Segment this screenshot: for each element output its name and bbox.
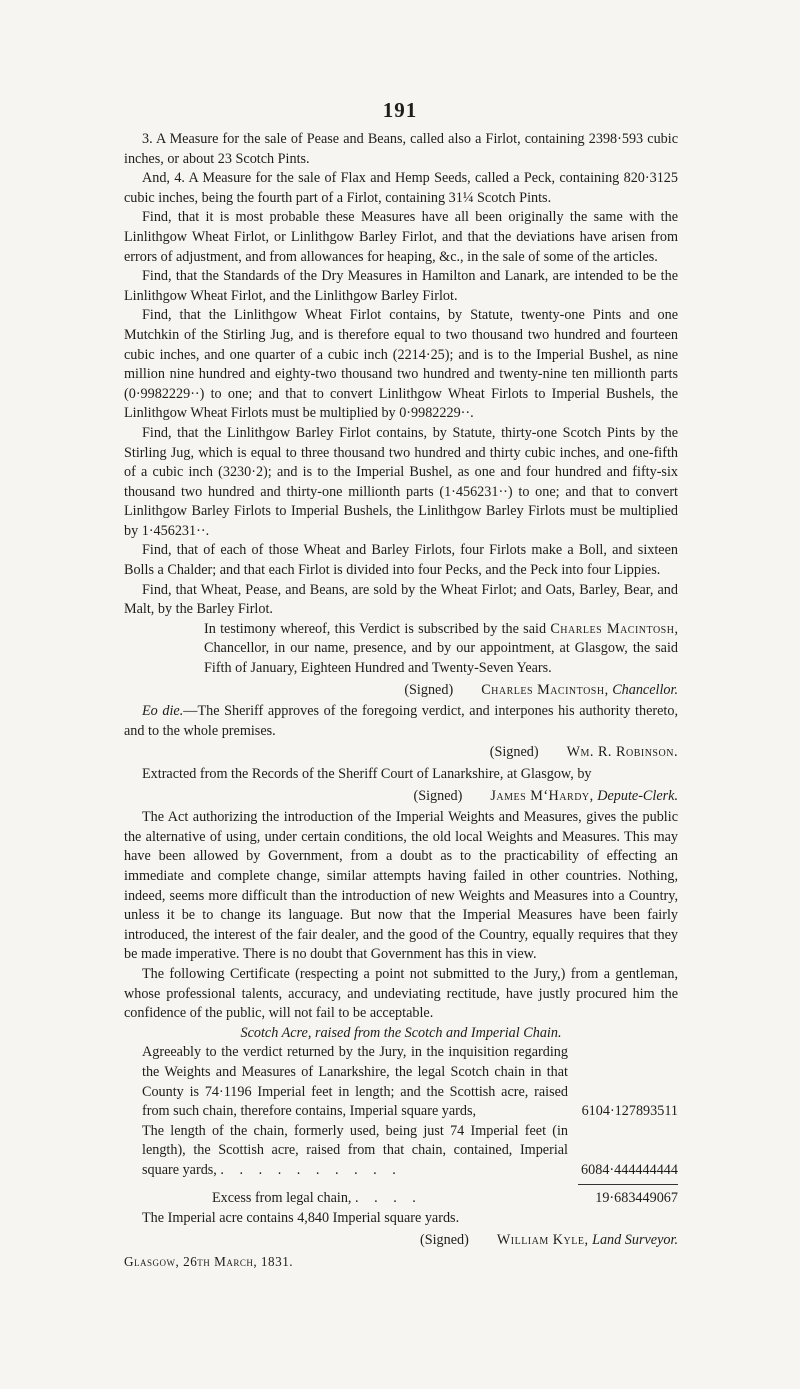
signature-name-surveyor	[497, 1231, 678, 1251]
signer-title: Depute-Clerk.	[597, 787, 678, 804]
page-body	[124, 130, 678, 1272]
paragraph-finding-wheat-firlot: Find, that the Linlithgow Wheat Firlot contains, by Statute, twenty-one Pints and one Mutchkin of the Stirling Jug, and is therefore equal to two thousand two hundred and fourteen cubic inches, and one quarter of a cubic inch (2214·25); and is to the Imperial Bushel, as nine million nine hundred and eighty-two thousand two hundred and twenty-nine ten millionth parts (0·9982229··) to one; and that to convert Linlithgow Wheat Firlots to Imperial Bushels, the Linlithgow Wheat Firlots must be multiplied by 0·9982229··.	[124, 307, 678, 422]
calc-text: Agreeably to the verdict returned by the Jury, in the inquisition regarding the Weights and Measures of Lanarkshire, the legal Scotch chain in that County is 74·1196 Imperial feet in length; and the Scottish acre, raised from such chain, therefore contains, Imperial square yards,	[142, 1044, 568, 1120]
paragraph-certificate-intro: The following Certificate (respecting a point not submitted to the Jury,) from a gentleman, whose professional talents, accuracy, and undeviating rectitude, have justly procured him the confidence of the public, will not fail to be acceptable.	[124, 965, 678, 1022]
signed-label: (Signed)	[489, 744, 539, 761]
paragraph-act-authorizing: The Act authorizing the introduction of the Imperial Weights and Measures, gives the public the alternative of using, under certain conditions, the old local Weights and Measures. This may have been allowed by Government, from a doubt as to the practicability of effecting an immediate and complete change, similar attempts having failed in other countries. Nothing, indeed, seems more difficult than the introduction of new Weights and Measures into a Country, unless it be to change its language. But now that the Imperial Measures have been fairly introduced, the interest of the fair dealer, and the good of the Country, equally requires that they be made imperative. There is no doubt that Government has this in view.	[124, 809, 678, 963]
signer-title: Land Surveyor.	[592, 1231, 678, 1248]
signature-chancellor	[124, 681, 678, 701]
calc-text-body: Excess from legal chain,	[212, 1190, 352, 1207]
calc-row-legal-chain	[142, 1043, 678, 1121]
signer-name: Charles Macintosh,	[481, 681, 609, 698]
signed-label: (Signed)	[413, 787, 463, 804]
paragraph-finding-standards: Find, that the Standards of the Dry Measures in Hamilton and Lanark, are intended to be the Linlithgow Wheat Firlot, and the Linlithgow Barley Firlot.	[124, 268, 678, 304]
calc-row-excess	[142, 1189, 678, 1209]
signature-name-chancellor	[481, 681, 678, 701]
signed-label: (Signed)	[404, 681, 454, 698]
certificate-calculation	[124, 1043, 678, 1209]
paragraph-pease-beans: 3. A Measure for the sale of Pease and Beans, called also a Firlot, containing 2398·593 cubic inches, or about 23 Scotch Pints.	[124, 131, 678, 167]
signer-name: Wm. R. Robinson.	[566, 744, 678, 761]
eo-die-text: —The Sheriff approves of the foregoing verdict, and interpones his authority thereto, and to the whole premises.	[124, 703, 678, 739]
testimony-text-a: In testimony whereof, this Verdict is subscribed by the said	[204, 620, 547, 637]
signature-clerk	[124, 787, 678, 807]
calc-text	[142, 1122, 568, 1181]
paragraph-extracted: Extracted from the Records of the Sheriff Court of Lanarkshire, at Glasgow, by	[142, 766, 592, 782]
signature-sheriff	[124, 743, 678, 763]
signer-name: William Kyle,	[496, 1231, 589, 1248]
signature-surveyor	[124, 1231, 678, 1251]
paragraph-finding-boll: Find, that of each of those Wheat and Barley Firlots, four Firlots make a Boll, and sixteen Bolls a Chalder; and that each Firlot is divided into four Pecks, and the Peck into four Lippies.	[124, 542, 678, 579]
page-number: 191	[382, 98, 418, 122]
paragraph-flax-hemp: And, 4. A Measure for the sale of Flax and Hemp Seeds, called a Peck, containing 820·3125 cubic inches, being the fourth part of a Firlot, containing 31¼ Scotch Pints.	[124, 170, 678, 206]
calc-value: 19·683449067	[595, 1190, 678, 1207]
calc-text-body: The length of the chain, formerly used, being just 74 Imperial feet (in length), the Scottish acre, raised from that chain, contained, Imperial square yards,	[142, 1122, 568, 1178]
certificate-heading: Scotch Acre, raised from the Scotch and Imperial Chain.	[240, 1024, 562, 1041]
testimony-text-b: , Chancellor, in our name, presence, and by our appointment, at Glasgow, the said Fifth of January, Eighteen Hundred and Twenty-Seven Years.	[204, 620, 678, 677]
imperial-acre-statement: The Imperial acre contains 4,840 Imperial square yards.	[142, 1210, 460, 1227]
signer-title: Chancellor.	[612, 681, 678, 698]
eo-die-label: Eo die.	[142, 703, 184, 720]
leader-dots: . . . .	[355, 1190, 422, 1207]
calc-value: 6084·444444444	[581, 1161, 678, 1178]
leader-dots: . . . . . . . . . .	[220, 1161, 402, 1178]
signature-name-clerk	[490, 787, 678, 807]
paragraph-finding-sale: Find, that Wheat, Pease, and Beans, are sold by the Wheat Firlot; and Oats, Barley, Bear, and Malt, by the Barley Firlot.	[124, 581, 678, 618]
place-date: Glasgow, 26th March, 1831.	[124, 1254, 294, 1270]
calc-row-former-chain	[142, 1122, 678, 1181]
signer-name: James M‘Hardy,	[490, 787, 594, 804]
paragraph-finding-barley-firlot: Find, that the Linlithgow Barley Firlot contains, by Statute, thirty-one Scotch Pints by the Stirling Jug, which is equal to three thousand two hundred and thirty cubic inches, and one-fifth of a cubic inch (3230·2); and is to the Imperial Bushel, as one and four hundred and fifty-six thousand two hundred and thirty-one millionth parts (1·456231··) to one; and that to convert Linlithgow Barley Firlots to Imperial Bushels, the Linlithgow Barley Firlots must be multiplied by 1·456231··.	[124, 424, 678, 539]
sum-rule	[578, 1184, 678, 1185]
paragraph-eo-die	[124, 702, 678, 741]
signed-label: (Signed)	[419, 1231, 469, 1248]
calc-value: 6104·127893511	[581, 1103, 678, 1120]
paragraph-finding-origin: Find, that it is most probable these Measures have all been originally the same with the Linlithgow Wheat Firlot, or Linlithgow Barley Firlot, and that the deviations have arisen from errors of adjustment, and from allowances for heaping, &c., in the sale of some of the articles.	[124, 209, 678, 265]
paragraph-testimony	[124, 620, 678, 679]
testimony-name: Charles Macintosh	[550, 620, 675, 637]
calc-text	[142, 1189, 568, 1209]
